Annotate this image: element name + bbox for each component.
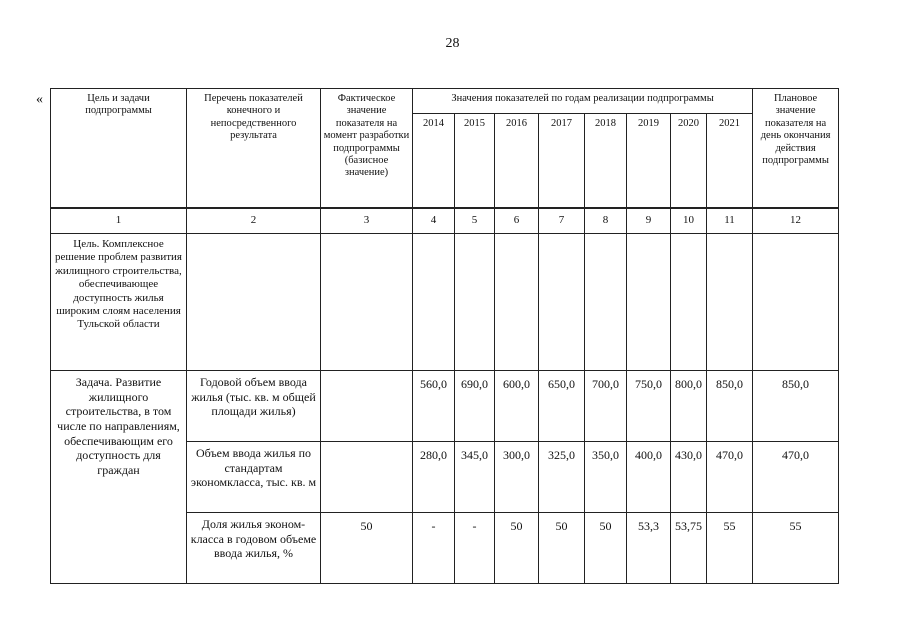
year-value: 430,0 — [671, 442, 707, 513]
year-value: 53,3 — [627, 513, 671, 584]
column-number: 1 — [51, 209, 187, 234]
year-value: 53,75 — [671, 513, 707, 584]
header-actual-value: Фактическое значение показателя на момент разработки подпрограммы (базисное значение) — [321, 89, 413, 208]
year-value: 50 — [585, 513, 627, 584]
column-number: 8 — [585, 209, 627, 234]
header-year: 2019 — [627, 114, 671, 208]
column-number: 3 — [321, 209, 413, 234]
header-year: 2017 — [539, 114, 585, 208]
base-value — [321, 371, 413, 442]
year-value: 55 — [707, 513, 753, 584]
year-value: 800,0 — [671, 371, 707, 442]
base-value: 50 — [321, 513, 413, 584]
year-value: 50 — [539, 513, 585, 584]
base-value — [321, 442, 413, 513]
header-goals-tasks: Цель и задачи подпрограммы — [51, 89, 187, 208]
year-value: 325,0 — [539, 442, 585, 513]
column-number: 5 — [455, 209, 495, 234]
column-number-row — [51, 209, 839, 234]
header-year: 2021 — [707, 114, 753, 208]
header-planned-value: Плановое значение показателя на день окончания действия подпрограммы — [753, 89, 839, 208]
year-value: 300,0 — [495, 442, 539, 513]
column-number: 2 — [187, 209, 321, 234]
column-number: 12 — [753, 209, 839, 234]
indicator-name: Доля жилья эконом-класса в годовом объеме ввода жилья, % — [187, 513, 321, 584]
year-value: 350,0 — [585, 442, 627, 513]
header-year: 2018 — [585, 114, 627, 208]
year-value: - — [413, 513, 455, 584]
column-number: 9 — [627, 209, 671, 234]
plan-value: 850,0 — [753, 371, 839, 442]
column-number: 4 — [413, 209, 455, 234]
header-indicators-list: Перечень показателей конечного и непосредственного результата — [187, 89, 321, 208]
indicator-name: Годовой объем ввода жилья (тыс. кв. м общей площади жилья) — [187, 371, 321, 442]
table-header — [50, 88, 839, 208]
header-year: 2020 — [671, 114, 707, 208]
page-number: 28 — [445, 36, 460, 51]
year-value: 690,0 — [455, 371, 495, 442]
year-value: 345,0 — [455, 442, 495, 513]
year-value: 470,0 — [707, 442, 753, 513]
header-year: 2014 — [413, 114, 455, 208]
plan-value: 55 — [753, 513, 839, 584]
column-number: 11 — [707, 209, 753, 234]
opening-quote-mark: « — [36, 92, 43, 107]
year-value: 650,0 — [539, 371, 585, 442]
column-number: 10 — [671, 209, 707, 234]
table-body — [50, 208, 839, 584]
header-year: 2016 — [495, 114, 539, 208]
year-value: 280,0 — [413, 442, 455, 513]
indicator-name: Объем ввода жилья по стандартам экономкласса, тыс. кв. м — [187, 442, 321, 513]
year-value: 850,0 — [707, 371, 753, 442]
header-year: 2015 — [455, 114, 495, 208]
header-years-group: Значения показателей по годам реализации подпрограммы — [413, 89, 753, 114]
year-value: 750,0 — [627, 371, 671, 442]
year-value: 400,0 — [627, 442, 671, 513]
year-value: - — [455, 513, 495, 584]
column-number: 6 — [495, 209, 539, 234]
plan-value: 470,0 — [753, 442, 839, 513]
goal-text: Цель. Комплексное решение проблем развития жилищного строительства, обеспечивающее доступность жилья широким слоям населения Тульской области — [51, 234, 187, 371]
year-value: 600,0 — [495, 371, 539, 442]
goal-row — [51, 234, 839, 371]
year-value: 560,0 — [413, 371, 455, 442]
table-row — [51, 371, 839, 442]
column-number: 7 — [539, 209, 585, 234]
year-value: 700,0 — [585, 371, 627, 442]
year-value: 50 — [495, 513, 539, 584]
task-text: Задача. Развитие жилищного строительства, в том числе по направлениям, обеспечивающим его доступность для граждан — [51, 371, 187, 584]
